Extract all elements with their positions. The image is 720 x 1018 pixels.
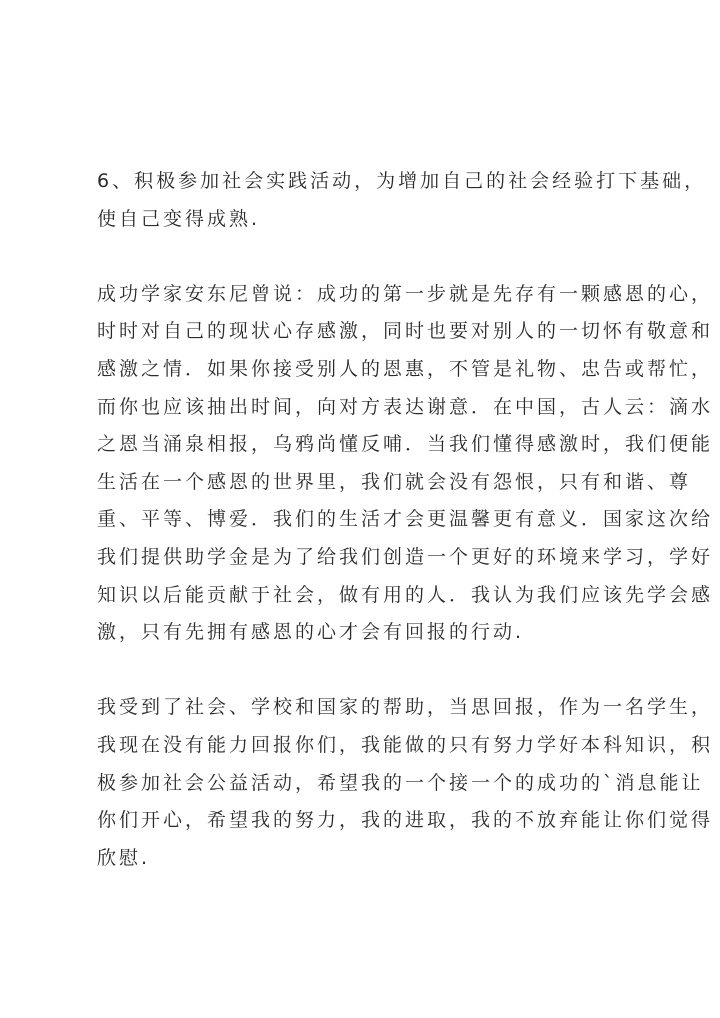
text-line: 使自己变得成熟. <box>97 207 261 230</box>
text-line: 激，只有先拥有感恩的心才会有回报的行动. <box>97 621 525 644</box>
text-line: 时时对自己的现状心存感激，同时也要对别人的一切怀有敬意和 <box>97 320 714 343</box>
text-line: 极参加社会公益活动，希望我的一个接一个的成功的`消息能让 <box>97 771 704 794</box>
text-line: 之恩当涌泉相报，乌鸦尚懂反哺．当我们懂得感激时，我们便能 <box>97 433 714 456</box>
text-line: 我现在没有能力回报你们，我能做的只有努力学好本科知识，积 <box>97 733 714 756</box>
text-line: 生活在一个感恩的世界里，我们就会没有怨恨，只有和谐、尊 <box>97 470 692 493</box>
text-line: 成功学家安东尼曾说：成功的第一步就是先存有一颗感恩的心， <box>97 282 714 305</box>
text-line: 重、平等、博爱．我们的生活才会更温馨更有意义．国家这次给 <box>97 508 714 531</box>
text-line: 我们提供助学金是为了给我们创造一个更好的环境来学习，学好 <box>97 545 714 568</box>
text-line: 你们开心，希望我的努力，我的进取，我的不放弃能让你们觉得 <box>97 809 714 832</box>
text-line: 欣慰. <box>97 846 151 869</box>
paragraph-item-6 <box>97 163 707 238</box>
text-line: 6、积极参加社会实践活动，为增加自己的社会经验打下基础， <box>97 170 707 192</box>
text-line: 知识以后能贡献于社会，做有用的人．我认为我们应该先学会感 <box>97 583 714 606</box>
text-line: 而你也应该抽出时间，向对方表达谢意．在中国，古人云：滴水 <box>97 395 714 418</box>
text-line: 感激之情．如果你接受别人的恩惠，不管是礼物、忠告或帮忙， <box>97 357 714 380</box>
text-line: 我受到了社会、学校和国家的帮助，当思回报，作为一名学生， <box>97 696 714 719</box>
document-page <box>97 163 714 915</box>
paragraph-gratitude <box>97 276 714 652</box>
paragraph-repay <box>97 689 714 877</box>
